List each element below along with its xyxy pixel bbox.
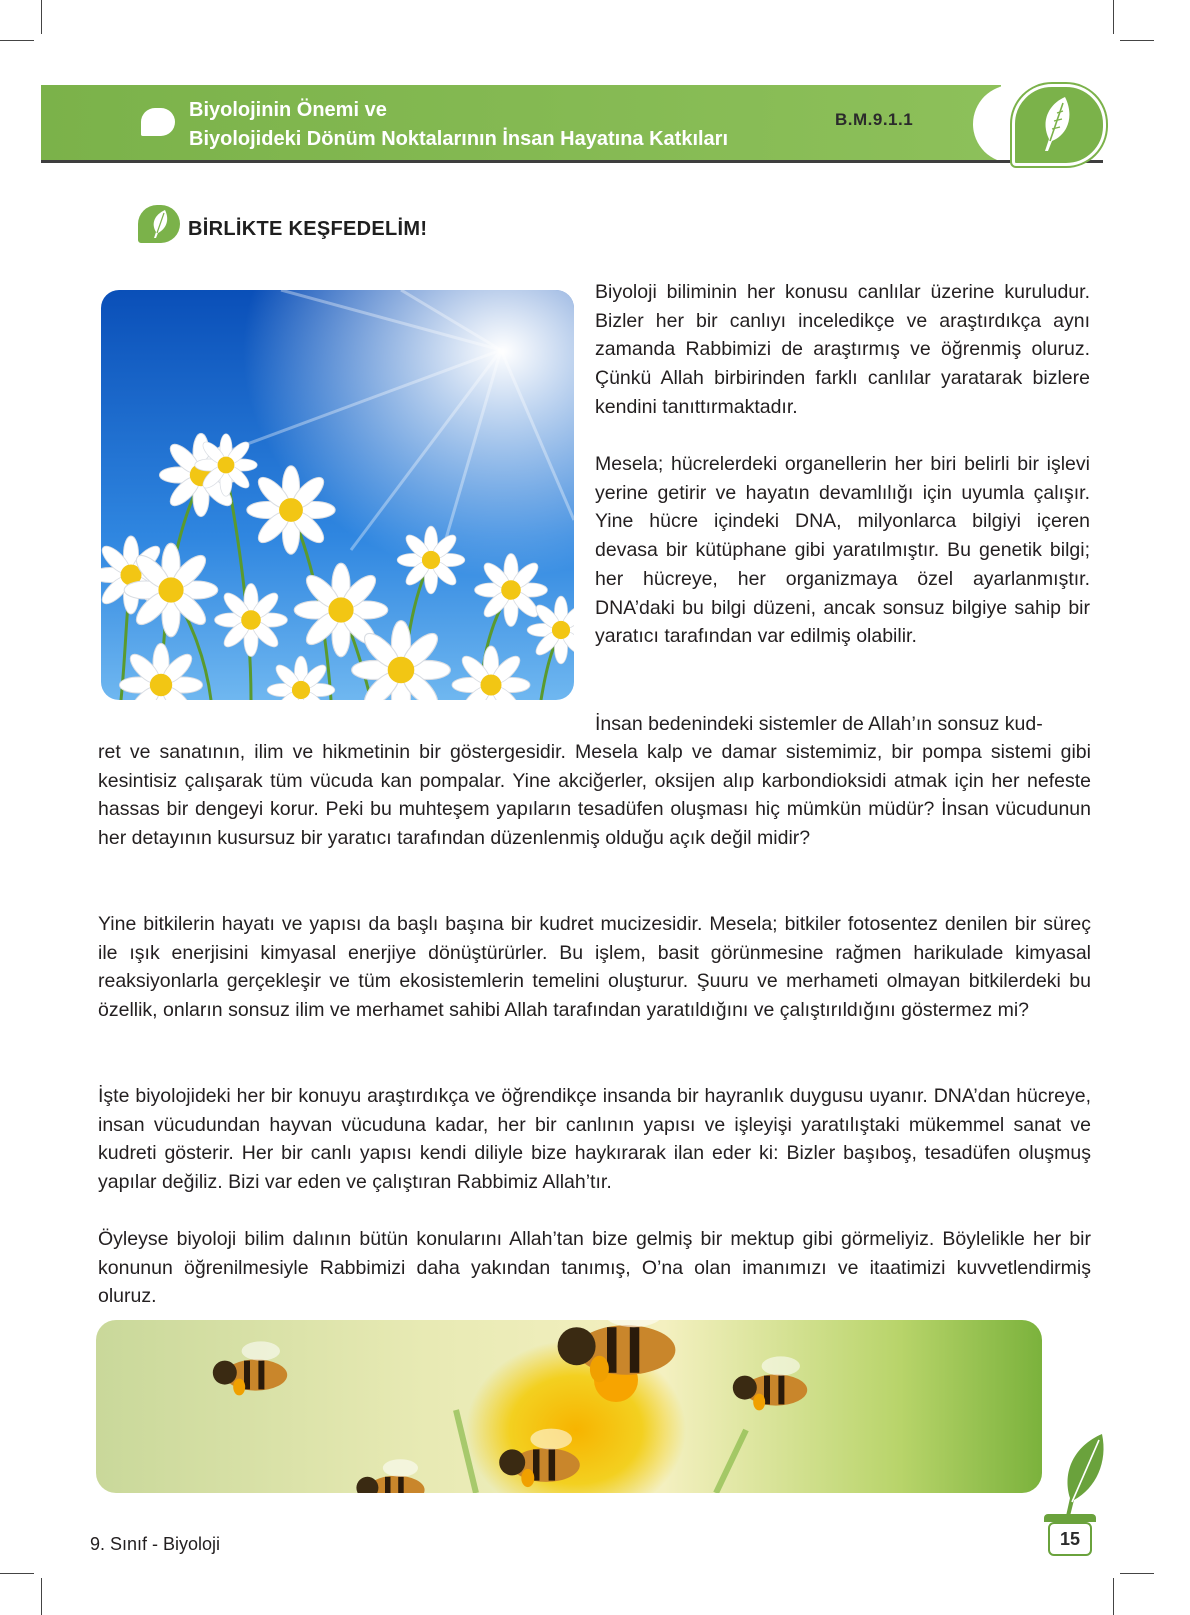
crop-mark: [1120, 1573, 1154, 1574]
crop-mark: [1113, 1578, 1114, 1615]
paragraph-2: Mesela; hücrelerdeki organellerin her biri belirli bir işlevi yerine getirir ve hayatın devamlılığı için uyumla çalışır. Yine hücre içindeki DNA, milyonlarca bilgiyi içeren devasa bir kütüphane gibi yaratılmıştır. Bu genetik bilgi; her hücreye, her organizmaya özel ayarlanmıştır. DNA’daki bu bilgi düzeni, ancak sonsuz bilgiye sahip bir yaratıcı tarafından var edilmiş olabilir.: [595, 453, 1090, 648]
page-number-stand: [1044, 1514, 1096, 1522]
crop-mark: [1113, 0, 1114, 34]
crop-mark: [1120, 40, 1154, 41]
chapter-title-line1: Biyolojinin Önemi ve: [189, 99, 387, 121]
header-badge: [1012, 84, 1106, 166]
section-title: BİRLİKTE KEŞFEDELİM!: [188, 218, 428, 240]
outcome-code: B.M.9.1.1: [835, 110, 914, 129]
quill-icon: [1052, 1432, 1112, 1522]
chapter-title: [189, 96, 909, 154]
paragraph-6: Öyleyse biyoloji bilim dalının bütün konularını Allah’tan bize gelmiş bir mektup gibi görmeliyiz. Böylelikle her bir konunun öğrenilmesiyle Rabbimizi daha yakından tanımış, O’na olan imanımızı ve itaatimizi kuvvetlendirmiş oluruz.: [98, 1228, 1091, 1308]
feather-icon: [1035, 95, 1079, 153]
daisy-flowers-image: [101, 290, 574, 700]
paragraph-1: Biyoloji biliminin her konusu canlılar üzerine kuruludur. Bizler her bir canlıyı inceledikçe ve araştırdıkça aynı zamanda Rabbimizi de araştırmış ve öğrenmiş oluruz. Çünkü Allah birbirinden farklı canlılar yaratarak bizlere kendini tanıttırmaktadır.: [595, 281, 1090, 418]
feather-icon: [148, 209, 172, 239]
page-number: 15: [1048, 1522, 1092, 1556]
paragraph-3: ret ve sanatının, ilim ve hikmetinin bir göstergesidir. Mesela kalp ve damar sistemimiz, bir pompa sistemi gibi kesintisiz çalışarak tüm vücuda kan pompalar. Yine akciğerler, oksijen alıp karbondioksidi atmak için her nefeste hassas bir dengeyi korur. Peki bu muhteşem yapıların tesadüfen oluşması hiç mümkün müdür? İnsan vücudunun her detayının kusursuz bir yaratıcı tarafından düzenlenmiş olduğu açık değil midir?: [98, 741, 1091, 850]
crop-mark: [41, 0, 42, 34]
header-divider: [41, 160, 1103, 163]
crop-mark: [0, 40, 34, 41]
crop-mark: [0, 1573, 34, 1574]
section-badge: [138, 205, 180, 243]
bees-on-flower-image: [96, 1320, 1042, 1493]
chapter-title-line2: Biyolojideki Dönüm Noktalarının İnsan Hayatına Katkıları: [189, 128, 729, 150]
speech-bubble-icon: [141, 108, 175, 136]
paragraph-4: Yine bitkilerin hayatı ve yapısı da başlı başına bir kudret mucizesidir. Mesela; bitkiler fotosentez denilen bir süreç ile ışık enerjisini kimyasal enerjiye dönüştürürler. Bu işlem, basit görünmesine rağmen harikulade kimyasal reaksiyonlarla gerçekleşir ve tüm ekosistemlerin temelini oluşturur. Şuuru ve merhameti olmayan bitkilerdeki bu özellik, onların sonsuz ilim ve merhamet sahibi Allah tarafından yaratıldığını ve çalıştırıldığını göstermez mi?: [98, 913, 1091, 1022]
crop-mark: [41, 1578, 42, 1615]
paragraph-3-start: İnsan bedenindeki sistemler de Allah’ın sonsuz kud-: [595, 713, 1043, 735]
paragraph-5: İşte biyolojideki her bir konuyu araştırdıkça ve öğrendikçe insanda bir hayranlık duygusu uyanır. DNA’dan hücreye, insan vücudundan hayvan vücuduna kadar, her bir canlının yapısı ve işleyişi yaratılıştaki mükemmel sanat ve kudreti gösterir. Her bir canlı yapısı kendi diliyle bize haykırarak ilan eder ki: Bizler başıboş, tesadüfen oluşmuş yapılar değiliz. Bizi var eden ve çalıştıran Rabbimiz Allah’tır.: [98, 1085, 1091, 1194]
footer-course-label: 9. Sınıf - Biyoloji: [90, 1534, 221, 1554]
